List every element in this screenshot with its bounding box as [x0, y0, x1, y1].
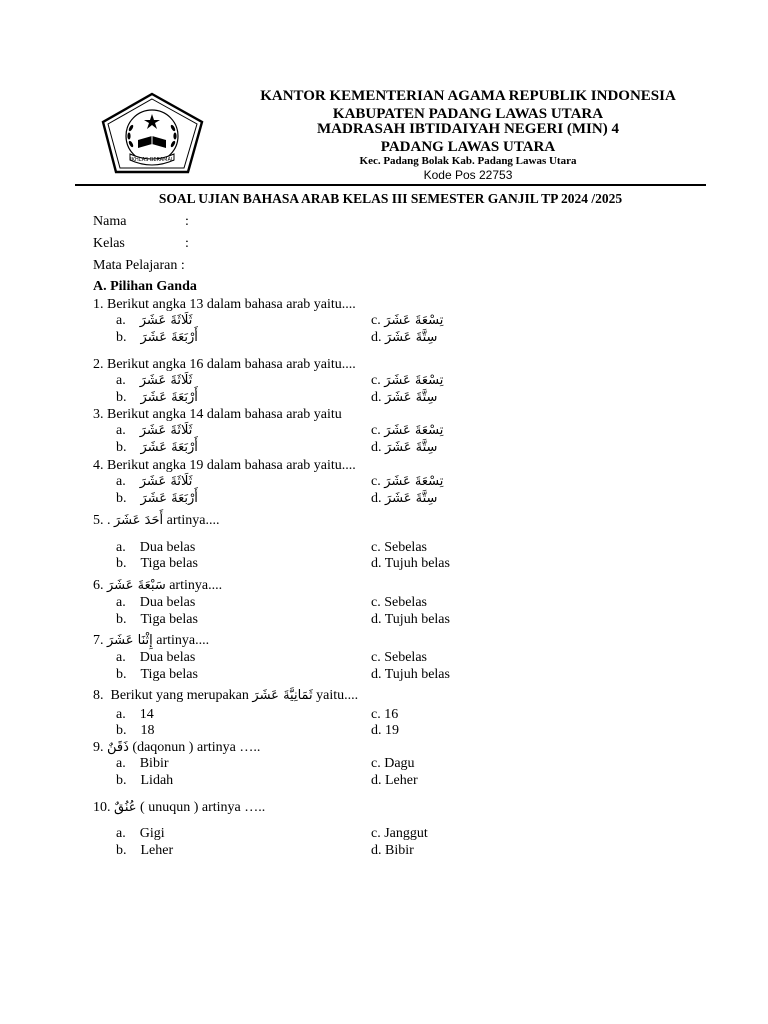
letterhead-ministry: KANTOR KEMENTERIAN AGAMA REPUBLIK INDONESIA: [260, 88, 676, 104]
question-7: [93, 633, 209, 649]
option-label: b.: [116, 390, 127, 405]
option-5d[interactable]: [371, 556, 450, 572]
option-4d[interactable]: [371, 491, 437, 507]
logo-book-icon: [138, 136, 166, 148]
option-text: Tiga belas: [140, 612, 198, 627]
option-text: تِسْعَةَ عَشَرَ: [384, 474, 444, 489]
question-text-after: yaitu....: [316, 688, 359, 703]
option-label: b.: [116, 491, 127, 506]
option-1a[interactable]: [116, 313, 192, 329]
option-label: c.: [371, 707, 381, 722]
option-1d[interactable]: [371, 330, 437, 346]
option-text: 18: [140, 723, 155, 738]
option-text: Bibir: [385, 843, 414, 858]
question-number: 9.: [93, 740, 104, 755]
option-label: c.: [371, 373, 381, 388]
question-arabic: ثَمَانِيَّةَ عَشَرَ: [252, 688, 313, 703]
madrasah-logo: [100, 92, 205, 174]
option-text: ثَلَاثَةَ عَشَرَ: [139, 474, 193, 489]
option-text: ثَلَاثَةَ عَشَرَ: [139, 423, 193, 438]
option-3c[interactable]: [371, 423, 443, 439]
question-8: [93, 688, 358, 704]
option-7a[interactable]: [116, 650, 195, 666]
option-3d[interactable]: [371, 440, 437, 456]
field-kelas-label: Kelas: [93, 236, 125, 251]
option-text: Sebelas: [384, 595, 427, 610]
option-5a[interactable]: [116, 540, 195, 556]
option-label: c.: [371, 474, 381, 489]
option-label: b.: [116, 773, 127, 788]
question-5: [93, 513, 220, 529]
option-2a[interactable]: [116, 373, 192, 389]
option-9d[interactable]: [371, 773, 418, 789]
option-text: Sebelas: [384, 540, 427, 555]
option-label: a.: [116, 756, 126, 771]
option-text: سِتَّةَ عَشَرَ: [385, 491, 438, 506]
question-text: ( unuqun ) artinya …..: [140, 800, 266, 815]
option-text: أَرْبَعَةَ عَشَرَ: [140, 390, 198, 405]
option-1c[interactable]: [371, 313, 443, 329]
option-2d[interactable]: [371, 390, 437, 406]
option-text: ثَلَاثَةَ عَشَرَ: [139, 313, 193, 328]
question-number: 4.: [93, 458, 104, 473]
option-label: a.: [116, 373, 126, 388]
option-5c[interactable]: [371, 540, 427, 556]
question-4: [93, 458, 356, 474]
option-label: a.: [116, 423, 126, 438]
question-arabic: عُنُقٌ: [114, 800, 137, 815]
option-9b[interactable]: [116, 773, 173, 789]
option-9c[interactable]: [371, 756, 415, 772]
question-text: Berikut angka 14 dalam bahasa arab yaitu: [107, 407, 342, 422]
option-text: Leher: [385, 773, 418, 788]
option-8b[interactable]: [116, 723, 155, 739]
option-text: Bibir: [139, 756, 169, 771]
section-heading: A. Pilihan Ganda: [93, 279, 197, 294]
option-label: a.: [116, 313, 126, 328]
option-text: سِتَّةَ عَشَرَ: [385, 440, 438, 455]
option-label: a.: [116, 826, 126, 841]
option-text: 19: [385, 723, 399, 738]
question-text: (daqonun ) artinya …..: [132, 740, 261, 755]
question-10: [93, 800, 265, 816]
question-arabic: سَبْعَةَ عَشَرَ: [107, 578, 166, 593]
question-number: 3.: [93, 407, 104, 422]
question-text: artinya....: [156, 633, 210, 648]
option-10a[interactable]: [116, 826, 165, 842]
option-text: أَرْبَعَةَ عَشَرَ: [140, 491, 198, 506]
letterhead-divider: [75, 184, 706, 186]
option-text: Dagu: [384, 756, 415, 771]
option-text: Lidah: [140, 773, 174, 788]
option-text: Tujuh belas: [384, 612, 450, 627]
option-6c[interactable]: [371, 595, 427, 611]
question-number: 7.: [93, 633, 104, 648]
question-text: artinya....: [166, 513, 220, 528]
option-label: c.: [371, 756, 381, 771]
option-label: c.: [371, 423, 381, 438]
option-label: b.: [116, 612, 127, 627]
option-6d[interactable]: [371, 612, 450, 628]
option-text: تِسْعَةَ عَشَرَ: [384, 373, 444, 388]
option-text: سِتَّةَ عَشَرَ: [385, 330, 438, 345]
option-label: d.: [371, 667, 382, 682]
letterhead-regency: KABUPATEN PADANG LAWAS UTARA: [332, 106, 604, 122]
question-number: 2.: [93, 357, 104, 372]
option-6a[interactable]: [116, 595, 195, 611]
option-label: d.: [371, 330, 382, 345]
option-text: Dua belas: [139, 540, 196, 555]
question-number: 6.: [93, 578, 104, 593]
question-2: [93, 357, 356, 373]
option-label: c.: [371, 595, 381, 610]
option-text: تِسْعَةَ عَشَرَ: [384, 313, 444, 328]
option-label: a.: [116, 595, 126, 610]
letterhead-postal-code: Kode Pos 22753: [423, 168, 513, 182]
option-1b[interactable]: [116, 330, 198, 346]
option-7d[interactable]: [371, 667, 450, 683]
option-8a[interactable]: [116, 707, 154, 723]
option-text: 16: [384, 707, 399, 722]
option-4b[interactable]: [116, 491, 198, 507]
option-4c[interactable]: [371, 474, 443, 490]
option-label: d.: [371, 556, 382, 571]
option-label: a.: [116, 650, 126, 665]
logo-motto: IKHLAS BERAMAL: [130, 157, 174, 163]
option-text: Leher: [140, 843, 174, 858]
field-nama-label: Nama: [93, 214, 127, 229]
option-6b[interactable]: [116, 612, 198, 628]
option-5b[interactable]: [116, 556, 198, 572]
logo-star-icon: [144, 114, 160, 129]
question-text: artinya....: [169, 578, 223, 593]
option-3a[interactable]: [116, 423, 192, 439]
option-label: d.: [371, 843, 382, 858]
letterhead-location: PADANG LAWAS UTARA: [380, 139, 556, 155]
option-label: a.: [116, 707, 126, 722]
option-4a[interactable]: [116, 474, 192, 490]
option-7c[interactable]: [371, 650, 427, 666]
letterhead-school: MADRASAH IBTIDAIYAH NEGERI (MIN) 4: [317, 121, 619, 137]
option-label: b.: [116, 556, 127, 571]
option-text: Sebelas: [384, 650, 427, 665]
option-text: Tiga belas: [140, 667, 198, 682]
option-label: d.: [371, 491, 382, 506]
option-7b[interactable]: [116, 667, 198, 683]
option-label: d.: [371, 773, 382, 788]
option-text: Dua belas: [139, 650, 196, 665]
field-mapel-label: Mata Pelajaran :: [93, 258, 185, 273]
option-text: Tujuh belas: [384, 667, 450, 682]
question-6: [93, 578, 222, 594]
option-2b[interactable]: [116, 390, 198, 406]
question-number: 1.: [93, 297, 104, 312]
option-label: b.: [116, 667, 127, 682]
option-text: تِسْعَةَ عَشَرَ: [384, 423, 444, 438]
option-text: Dua belas: [139, 595, 196, 610]
option-8c[interactable]: [371, 707, 398, 723]
option-label: b.: [116, 843, 127, 858]
question-number: 5. .: [93, 513, 111, 528]
option-2c[interactable]: [371, 373, 443, 389]
option-10c[interactable]: [371, 826, 428, 842]
option-text: 14: [139, 707, 154, 722]
field-kelas-colon: :: [185, 236, 189, 251]
option-label: d.: [371, 440, 382, 455]
question-arabic: إِثْنَا عَشَرَ: [107, 633, 153, 648]
option-label: c.: [371, 826, 381, 841]
option-8d[interactable]: [371, 723, 399, 739]
option-10d[interactable]: [371, 843, 414, 859]
letterhead-address: Kec. Padang Bolak Kab. Padang Lawas Utara: [359, 155, 577, 167]
option-label: b.: [116, 723, 127, 738]
question-number: 8.: [93, 688, 104, 703]
question-arabic: ذَقَنٌ: [107, 740, 129, 755]
option-text: أَرْبَعَةَ عَشَرَ: [140, 440, 198, 455]
question-text: Berikut angka 16 dalam bahasa arab yaitu....: [107, 357, 356, 372]
option-text: Gigi: [139, 826, 165, 841]
question-3: [93, 407, 342, 423]
question-text: Berikut angka 19 dalam bahasa arab yaitu....: [107, 458, 356, 473]
option-text: Tujuh belas: [384, 556, 450, 571]
option-9a[interactable]: [116, 756, 169, 772]
option-label: c.: [371, 540, 381, 555]
option-label: a.: [116, 540, 126, 555]
question-text: Berikut yang merupakan: [110, 688, 249, 703]
option-text: Tiga belas: [140, 556, 198, 571]
option-label: b.: [116, 330, 127, 345]
option-label: d.: [371, 723, 382, 738]
exam-title: SOAL UJIAN BAHASA ARAB KELAS III SEMESTER GANJIL TP 2024 /2025: [158, 191, 623, 206]
option-text: سِتَّةَ عَشَرَ: [385, 390, 438, 405]
option-label: a.: [116, 474, 126, 489]
option-text: أَرْبَعَةَ عَشَرَ: [140, 330, 198, 345]
option-10b[interactable]: [116, 843, 173, 859]
field-nama-colon: :: [185, 214, 189, 229]
option-label: d.: [371, 612, 382, 627]
option-label: c.: [371, 313, 381, 328]
question-number: 10.: [93, 800, 111, 815]
option-label: b.: [116, 440, 127, 455]
option-label: d.: [371, 390, 382, 405]
question-arabic: أَحَدَ عَشَرَ: [114, 513, 164, 528]
option-3b[interactable]: [116, 440, 198, 456]
option-label: c.: [371, 650, 381, 665]
question-9: [93, 740, 260, 756]
option-text: ثَلَاثَةَ عَشَرَ: [139, 373, 193, 388]
question-1: [93, 297, 356, 313]
option-text: Janggut: [384, 826, 428, 841]
question-text: Berikut angka 13 dalam bahasa arab yaitu....: [107, 297, 356, 312]
